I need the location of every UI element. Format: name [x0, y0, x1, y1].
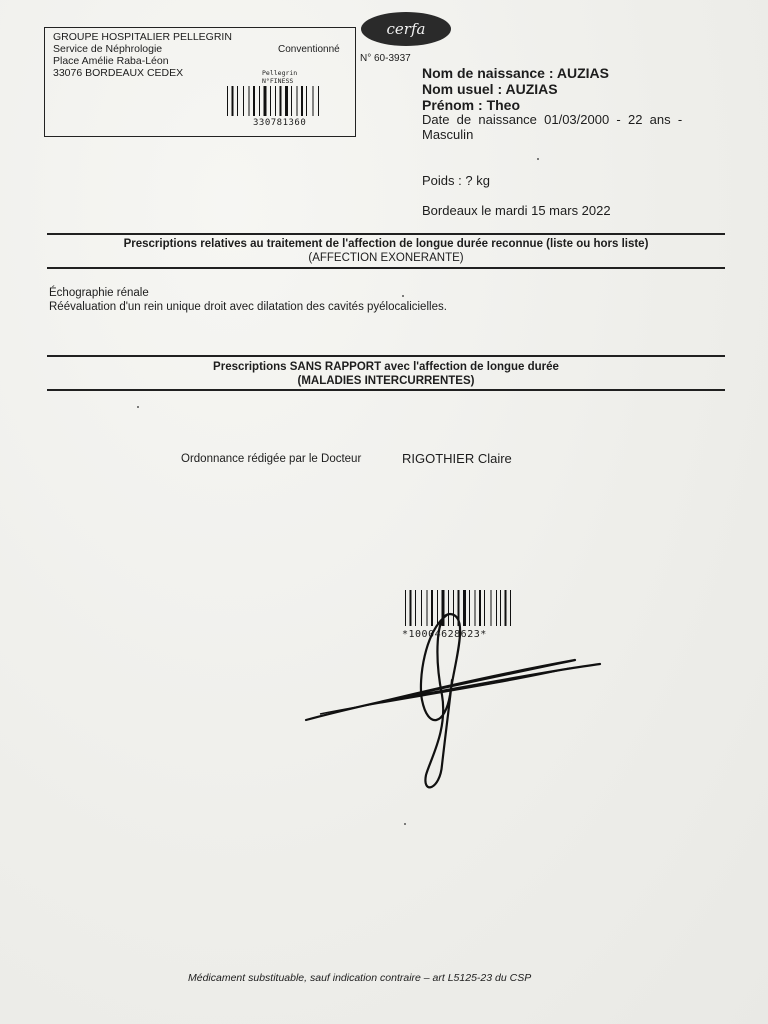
hospital-service: Service de Néphrologie: [53, 43, 163, 55]
patient-usual-name: Nom usuel : AUZIAS: [422, 81, 558, 97]
conventionne-label: Conventionné: [278, 44, 340, 55]
prescription-item: Échographie rénale: [49, 287, 149, 299]
section-intercurrent-top-rule: [47, 355, 725, 357]
section-intercurrent-title: Prescriptions SANS RAPPORT avec l'affection de longue durée: [213, 361, 559, 373]
finess-barcode-label-1: Pellegrin: [262, 69, 298, 77]
paper-speck: [137, 406, 139, 408]
section-ald-title: Prescriptions relatives au traitement de l'affection de longue durée reconnue (liste ou hors liste): [123, 238, 649, 250]
section-ald-subtitle: (AFFECTION EXONERANTE): [308, 252, 464, 264]
hospital-city: 33076 BORDEAUX CEDEX: [53, 67, 184, 79]
cerfa-logo: [361, 12, 451, 46]
section-intercurrent-subtitle: (MALADIES INTERCURRENTES): [297, 375, 475, 387]
finess-barcode: [226, 86, 324, 116]
section-intercurrent-bottom-rule: [47, 389, 725, 391]
paper-speck: [404, 823, 406, 825]
patient-first-name: Prénom : Theo: [422, 97, 521, 113]
patient-sex: Masculin: [422, 127, 474, 142]
signature: [300, 600, 610, 800]
paper-speck: [537, 158, 539, 160]
place-date: Bordeaux le mardi 15 mars 2022: [422, 203, 611, 218]
paper-speck: [402, 295, 404, 297]
cerfa-number: N° 60-3937: [360, 53, 411, 64]
doctor-lead-text: Ordonnance rédigée par le Docteur: [181, 453, 362, 465]
doctor-name: RIGOTHIER Claire: [402, 451, 512, 466]
cerfa-logo-text: cerfa: [386, 20, 426, 38]
hospital-address: Place Amélie Raba-Léon: [53, 55, 169, 67]
finess-barcode-label-2: N°FINESS: [262, 77, 294, 85]
section-ald-top-rule: [47, 233, 725, 235]
doctor-barcode-number: *10004628623*: [402, 629, 487, 640]
footer-note: Médicament substituable, sauf indication contraire – art L5125-23 du CSP: [188, 972, 532, 984]
finess-barcode-number: 330781360: [253, 118, 307, 128]
patient-weight: Poids : ? kg: [422, 173, 490, 188]
patient-birth-date: Date de naissance 01/03/2000 - 22 ans -: [422, 112, 683, 127]
patient-birth-name: Nom de naissance : AUZIAS: [422, 65, 609, 81]
prescription-item: Réévaluation d'un rein unique droit avec dilatation des cavités pyélocalicielles.: [49, 301, 447, 313]
section-ald-bottom-rule: [47, 267, 725, 269]
hospital-name: GROUPE HOSPITALIER PELLEGRIN: [53, 31, 232, 43]
